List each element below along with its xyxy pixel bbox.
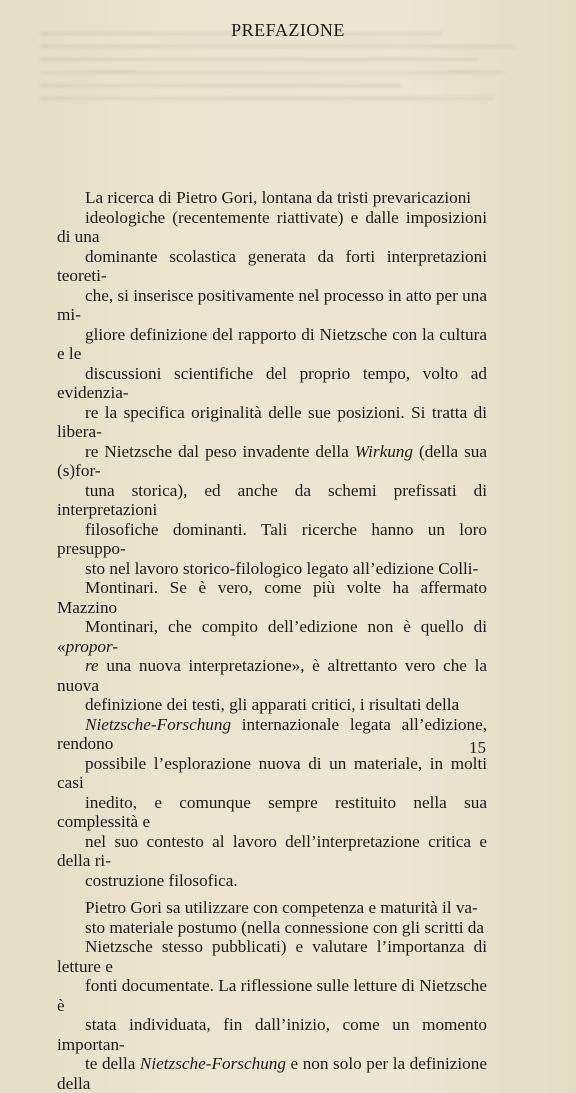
body-text bbox=[57, 188, 487, 1093]
text-line: dominante scolastica generata da forti interpretazioni teoreti- bbox=[57, 246, 487, 285]
text-line: discussioni scientifiche del proprio tempo, volto ad evidenzia- bbox=[57, 363, 487, 402]
text-line: re una nuova interpretazione», è altrettanto vero che la nuova bbox=[57, 656, 487, 695]
text-line: costruzione filosofica. bbox=[85, 870, 238, 890]
text-line: ideologiche (recentemente riattivate) e dalle imposizioni di una bbox=[57, 207, 487, 246]
text-line: sto materiale postumo (nella connessione con gli scritti da bbox=[85, 917, 485, 937]
text-line: filosofiche dominanti. Tali ricerche hanno un loro presuppo- bbox=[57, 519, 487, 558]
text-line: fonti documentate. La riflessione sulle letture di Nietzsche è bbox=[57, 976, 487, 1015]
text-line: stata individuata, fin dall’inizio, come un momento importan- bbox=[57, 1015, 487, 1054]
text-line: che, si inserisce positivamente nel processo in atto per una mi- bbox=[57, 285, 487, 324]
text-line: inedito, e comunque sempre restituito nella sua complessità e bbox=[57, 792, 487, 831]
text-line: definizione dei testi, gli apparati critici, i risultati della bbox=[85, 695, 460, 714]
show-through-text bbox=[40, 22, 556, 162]
text-line: re Nietzsche dal peso invadente della Wirkung (della sua (s)for- bbox=[57, 441, 487, 480]
text-line: re la specifica originalità delle sue posizioni. Si tratta di libera- bbox=[57, 402, 487, 441]
page-title: PREFAZIONE bbox=[231, 20, 345, 40]
text-line: Montinari. Se è vero, come più volte ha affermato Mazzino bbox=[57, 578, 487, 617]
text-line: La ricerca di Pietro Gori, lontana da tristi prevaricazioni bbox=[85, 188, 472, 207]
text-line: tuna storica), ed anche da schemi prefissati di interpretazioni bbox=[57, 480, 487, 519]
page-number: 15 bbox=[469, 738, 486, 757]
text-line: Nietzsche stesso pubblicati) e valutare l’importanza di letture e bbox=[57, 937, 487, 976]
paragraph-2 bbox=[57, 898, 487, 1093]
text-line: Nietzsche-Forschung internazionale legata all’edizione, rendono bbox=[57, 714, 487, 753]
paragraph-1 bbox=[57, 188, 487, 890]
text-line: Pietro Gori sa utilizzare con competenza e maturità il va- bbox=[85, 898, 478, 917]
text-line: sto nel lavoro storico-filologico legato all’edizione Colli- bbox=[85, 558, 479, 578]
text-line: gliore definizione del rapporto di Nietzsche con la cultura e le bbox=[57, 324, 487, 363]
text-line: Montinari, che compito dell’edizione non è quello di «propor- bbox=[57, 617, 487, 656]
text-line: te della Nietzsche-Forschung e non solo per la definizione della bbox=[57, 1054, 487, 1093]
text-line: possibile l’esplorazione nuova di un materiale, in molti casi bbox=[57, 753, 487, 792]
text-line: nel suo contesto al lavoro dell’interpretazione critica e della ri- bbox=[57, 831, 487, 870]
